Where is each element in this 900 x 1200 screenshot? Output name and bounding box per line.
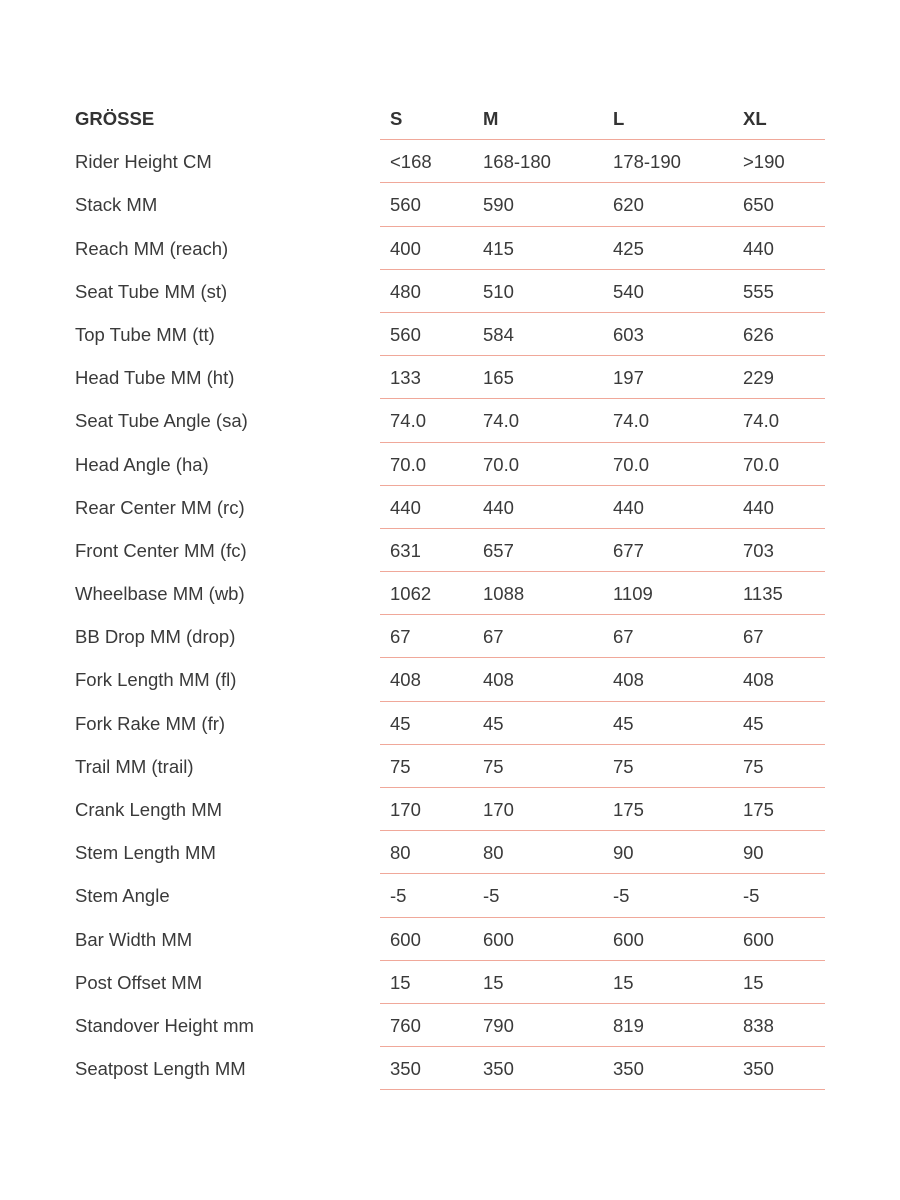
row-label: Head Angle (ha): [75, 453, 209, 475]
row-value-s: 74.0: [390, 410, 427, 432]
row-value-xl: 175: [743, 799, 774, 820]
table-body: [0, 140, 900, 1090]
table-row: [0, 788, 900, 831]
row-value-s: 440: [390, 496, 421, 518]
row-value-m: 584: [483, 323, 514, 345]
row-value-m: 415: [483, 237, 514, 259]
row-value-l: -5: [613, 885, 630, 907]
row-value-l: 408: [613, 669, 644, 691]
row-value-s: 350: [390, 1058, 421, 1080]
row-value-xl: 90: [743, 842, 764, 864]
row-label: Rider Height CM: [75, 151, 212, 173]
row-value-xl: 600: [743, 928, 774, 950]
row-value-xl: 838: [743, 1014, 774, 1036]
table-row: [0, 356, 900, 399]
row-label: Standover Height mm: [75, 1014, 254, 1036]
row-value-l: 178-190: [613, 151, 681, 173]
row-value-l: 603: [613, 323, 644, 345]
table-row: [0, 572, 900, 615]
row-value-xl: 440: [743, 237, 774, 259]
row-label: Reach MM (reach): [75, 237, 229, 259]
row-value-s: 170: [390, 799, 421, 820]
row-label: Head Tube MM (ht): [75, 367, 235, 389]
table-row: [0, 529, 900, 572]
row-label: Seat Tube Angle (sa): [75, 410, 248, 432]
row-value-xl: 555: [743, 280, 774, 302]
table-row: [0, 486, 900, 529]
table-row: [0, 443, 900, 486]
row-value-s: 560: [390, 323, 421, 345]
row-value-l: 1109: [613, 583, 653, 605]
row-value-s: 1062: [390, 583, 432, 605]
row-value-l: 45: [613, 712, 634, 734]
table-row: [0, 399, 900, 442]
row-value-m: 165: [483, 367, 514, 389]
table-row: [0, 918, 900, 961]
row-value-s: 600: [390, 928, 421, 950]
row-value-m: 657: [483, 539, 514, 561]
row-value-m: 75: [483, 755, 504, 777]
row-label: Fork Rake MM (fr): [75, 712, 226, 734]
row-value-l: 90: [613, 842, 634, 864]
table-row: [0, 1004, 900, 1047]
header-size-s: S: [390, 108, 403, 129]
row-value-m: 67: [483, 626, 504, 648]
row-value-m: 510: [483, 280, 514, 302]
row-value-m: 168-180: [483, 151, 551, 173]
row-value-s: 45: [390, 712, 411, 734]
row-value-s: 480: [390, 280, 421, 302]
row-value-xl: -5: [743, 885, 760, 907]
row-label: Front Center MM (fc): [75, 539, 247, 561]
row-label: Bar Width MM: [75, 928, 193, 950]
row-value-s: 760: [390, 1014, 421, 1036]
row-value-m: 74.0: [483, 410, 520, 432]
table-header-row: [0, 97, 900, 140]
row-value-m: 1088: [483, 583, 525, 605]
row-value-l: 175: [613, 799, 644, 820]
row-value-xl: 1135: [743, 583, 783, 605]
row-value-m: 590: [483, 194, 514, 216]
row-label: Seatpost Length MM: [75, 1058, 246, 1080]
header-label-size: GRÖSSE: [75, 108, 155, 129]
row-label: Stack MM: [75, 194, 158, 216]
row-value-xl: 15: [743, 971, 764, 993]
row-value-xl: 626: [743, 323, 774, 345]
row-value-m: 408: [483, 669, 514, 691]
row-value-m: 45: [483, 712, 504, 734]
row-value-s: 75: [390, 755, 411, 777]
row-label: Rear Center MM (rc): [75, 496, 245, 518]
row-value-m: 440: [483, 496, 514, 518]
row-value-xl: 408: [743, 669, 774, 691]
row-label: Wheelbase MM (wb): [75, 583, 245, 605]
row-value-xl: 440: [743, 496, 774, 518]
row-value-s: <168: [390, 151, 432, 173]
header-size-m: M: [483, 108, 499, 129]
table-row: [0, 745, 900, 788]
row-value-s: 80: [390, 842, 411, 864]
row-value-l: 425: [613, 237, 644, 259]
row-value-xl: 70.0: [743, 453, 780, 475]
row-value-l: 540: [613, 280, 644, 302]
header-size-xl: XL: [743, 108, 767, 129]
row-value-m: 80: [483, 842, 504, 864]
row-value-xl: 67: [743, 626, 764, 648]
row-value-l: 677: [613, 539, 644, 561]
row-value-l: 197: [613, 367, 644, 389]
row-value-l: 74.0: [613, 410, 650, 432]
row-value-xl: 74.0: [743, 410, 780, 432]
row-label: Stem Length MM: [75, 842, 216, 864]
row-value-m: 790: [483, 1014, 514, 1036]
row-value-l: 819: [613, 1014, 644, 1036]
table-row: [0, 658, 900, 701]
row-value-xl: 703: [743, 539, 774, 561]
row-divider: [380, 1089, 825, 1090]
row-value-s: 70.0: [390, 453, 427, 475]
row-value-l: 350: [613, 1058, 644, 1080]
row-value-l: 600: [613, 928, 644, 950]
row-value-l: 67: [613, 626, 634, 648]
row-label: Stem Angle: [75, 885, 170, 907]
row-label: Crank Length MM: [75, 799, 223, 820]
row-value-s: 133: [390, 367, 421, 389]
row-value-s: 631: [390, 539, 421, 561]
row-label: Post Offset MM: [75, 971, 203, 993]
row-value-l: 15: [613, 971, 634, 993]
row-value-xl: 229: [743, 367, 774, 389]
row-value-xl: 650: [743, 194, 774, 216]
table-row: [0, 615, 900, 658]
table-row: [0, 831, 900, 874]
row-value-m: -5: [483, 885, 500, 907]
table-row: [0, 183, 900, 226]
row-value-s: 15: [390, 971, 411, 993]
row-value-l: 75: [613, 755, 634, 777]
row-label: BB Drop MM (drop): [75, 626, 236, 648]
row-value-xl: 75: [743, 755, 764, 777]
table-row: [0, 270, 900, 313]
row-value-s: 408: [390, 669, 421, 691]
row-value-m: 600: [483, 928, 514, 950]
row-value-xl: 350: [743, 1058, 774, 1080]
header-size-l: L: [613, 108, 625, 129]
table-row: [0, 140, 900, 183]
row-value-xl: 45: [743, 712, 764, 734]
row-value-s: 67: [390, 626, 411, 648]
table-row: [0, 227, 900, 270]
row-value-s: 560: [390, 194, 421, 216]
row-label: Fork Length MM (fl): [75, 669, 237, 691]
row-value-m: 70.0: [483, 453, 520, 475]
row-value-l: 70.0: [613, 453, 650, 475]
row-value-m: 170: [483, 799, 514, 820]
row-value-xl: >190: [743, 151, 785, 173]
row-value-m: 350: [483, 1058, 514, 1080]
row-value-m: 15: [483, 971, 504, 993]
row-value-s: 400: [390, 237, 421, 259]
row-value-s: -5: [390, 885, 407, 907]
row-value-l: 440: [613, 496, 644, 518]
geometry-table: [0, 97, 900, 1090]
table-row: [0, 1047, 900, 1090]
table-row: [0, 874, 900, 917]
row-label: Trail MM (trail): [75, 755, 194, 777]
row-label: Seat Tube MM (st): [75, 280, 228, 302]
table-row: [0, 313, 900, 356]
row-label: Top Tube MM (tt): [75, 323, 215, 345]
row-value-l: 620: [613, 194, 644, 216]
table-row: [0, 702, 900, 745]
table-row: [0, 961, 900, 1004]
